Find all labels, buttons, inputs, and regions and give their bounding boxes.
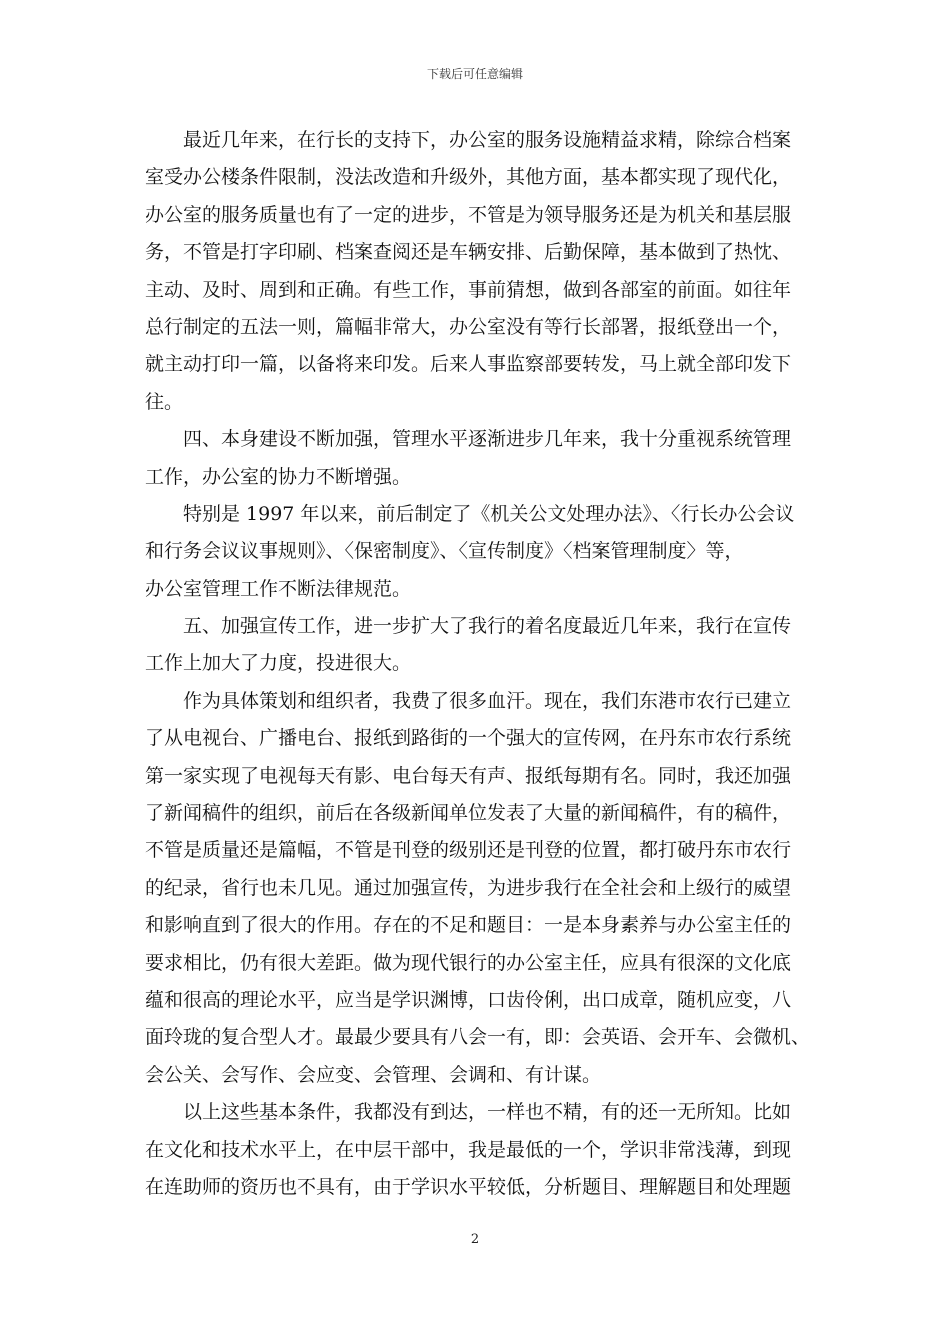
text-line: 五、加强宣传工作，进一步扩大了我行的着名度最近几年来，我行在宣传: [183, 615, 792, 638]
text-line: 工作上加大了力度，投进很大。: [145, 652, 412, 675]
text-line: 以上这些基本条件，我都没有到达，一样也不精，有的还一无所知。比如: [183, 1101, 792, 1124]
text-line: 办公室管理工作不断法律规范。: [145, 577, 412, 600]
text-line: 和影响直到了很大的作用。存在的不足和题目：一是本身素养与办公室主任的: [145, 914, 792, 937]
text-line: 作为具体策划和组织者，我费了很多血汗。现在，我们东港市农行已建立: [183, 689, 792, 712]
text-line: 会公关、会写作、会应变、会管理、会调和、有计谋。: [145, 1063, 602, 1086]
text-line: 的纪录，省行也未几见。通过加强宣传，为进步我行在全社会和上级行的威望: [145, 876, 792, 899]
text-line: 室受办公楼条件限制，没法改造和升级外，其他方面，基本都实现了现代化，: [145, 166, 792, 189]
text-line: 主动、及时、周到和正确。有些工作，事前猜想，做到各部室的前面。如往年: [145, 278, 792, 301]
text-line: 工作，办公室的协力不断增强。: [145, 465, 412, 488]
text-line: 了从电视台、广播电台、报纸到路街的一个强大的宣传网，在丹东市农行系统: [145, 727, 792, 750]
page-number: 2: [470, 1232, 480, 1247]
text-line: 办公室的服务质量也有了一定的进步，不管是为领导服务还是为机关和基层服: [145, 203, 792, 226]
text-line: 最近几年来，在行长的支持下，办公室的服务设施精益求精，除综合档案: [183, 129, 792, 151]
text-line: 总行制定的五法一则，篇幅非常大，办公室没有等行长部署，报纸登出一个，: [145, 315, 792, 338]
text-line: 四、本身建设不断加强，管理水平逐渐进步几年来，我十分重视系统管理: [183, 428, 792, 451]
page-header: 下载后可任意编辑: [426, 67, 523, 81]
text-line: 第一家实现了电视每天有影、电台每天有声、报纸每期有名。同时，我还加强: [145, 764, 792, 787]
text-line: 就主动打印一篇，以备将来印发。后来人事监察部要转发，马上就全部印发下: [145, 353, 792, 376]
text-line: 蕴和很高的理论水平，应当是学识渊博，口齿伶俐，出口成章，随机应变，八: [145, 988, 792, 1011]
text-line: 面玲珑的复合型人才。最最少要具有八会一有，即：会英语、会开车、会微机、: [145, 1026, 811, 1049]
text-line: 特别是 1997 年以来，前后制定了《机关公文处理办法》、〈行长办公会议: [183, 502, 795, 525]
text-line: 和行务会议议事规则》、〈保密制度》、〈宣传制度》〈档案管理制度〉等，: [145, 540, 744, 563]
document-body: [145, 122, 810, 1206]
text-line: 在连助师的资历也不具有，由于学识水平较低，分析题目、理解题目和处理题: [145, 1175, 792, 1198]
text-line: 务，不管是打字印刷、档案查阅还是车辆安排、后勤保障，基本做到了热忱、: [145, 241, 792, 264]
text-line: 往。: [145, 390, 184, 413]
text-line: 了新闻稿件的组织，前后在各级新闻单位发表了大量的新闻稿件，有的稿件，: [145, 802, 792, 825]
text-line: 要求相比，仍有很大差距。做为现代银行的办公室主任，应具有很深的文化底: [145, 951, 792, 974]
text-line: 在文化和技术水平上，在中层干部中，我是最低的一个，学识非常浅薄，到现: [145, 1138, 792, 1161]
text-line: 不管是质量还是篇幅，不管是刊登的级别还是刊登的位置，都打破丹东市农行: [145, 839, 792, 862]
